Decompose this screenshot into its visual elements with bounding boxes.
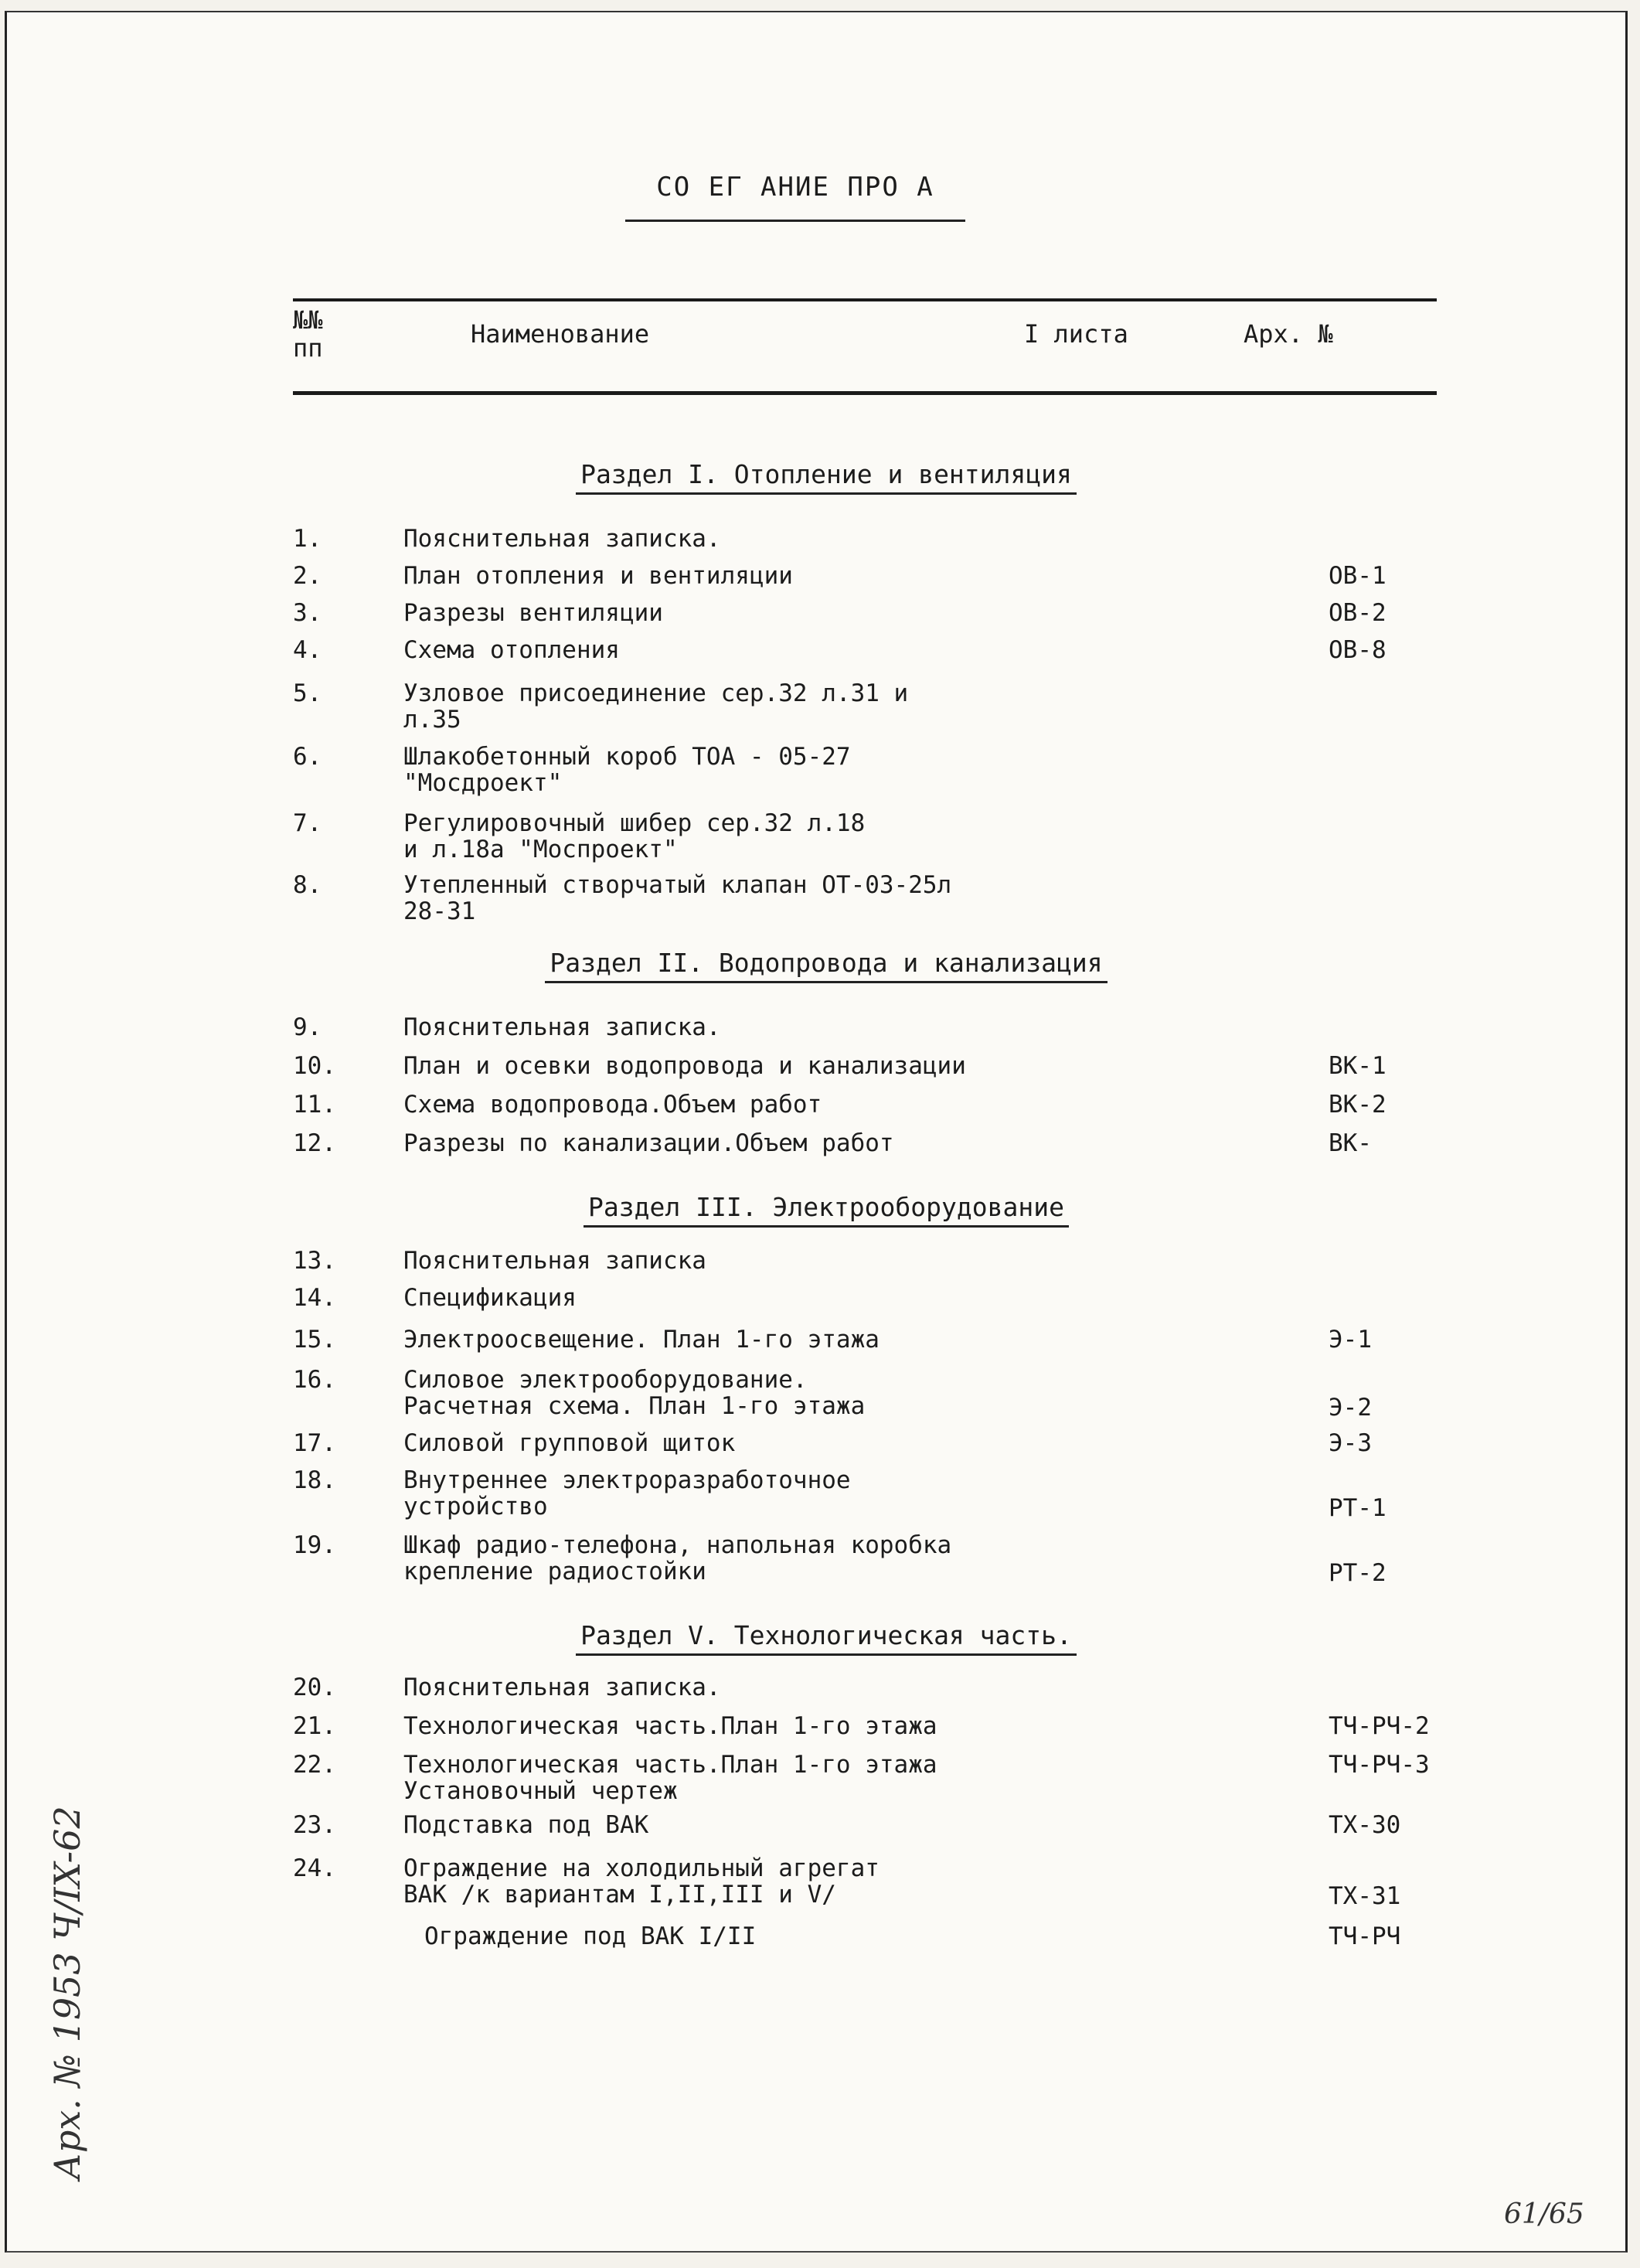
item-number: 16. xyxy=(293,1366,336,1394)
item-number: 3. xyxy=(293,599,322,627)
item-name: Разрезы вентиляции xyxy=(403,599,663,627)
item-number: 19. xyxy=(293,1531,336,1559)
item-number: 13. xyxy=(293,1247,336,1275)
section-heading: Раздел III. Электрооборудование xyxy=(316,1192,1336,1222)
item-number: 10. xyxy=(293,1052,336,1080)
column-header-name: Наименование xyxy=(471,319,650,349)
item-code: ОВ-1 xyxy=(1329,562,1387,590)
item-number: 15. xyxy=(293,1326,336,1354)
item-number: 21. xyxy=(293,1712,336,1740)
item-number: 23. xyxy=(293,1811,336,1839)
item-number: 7. xyxy=(293,809,322,837)
item-number: 12. xyxy=(293,1129,336,1157)
item-code: ВК-2 xyxy=(1329,1091,1387,1119)
section-heading: Раздел V. Технологическая часть. xyxy=(316,1620,1336,1650)
item-code: ТХ-30 xyxy=(1329,1811,1401,1839)
item-name: Разрезы по канализации.Объем работ xyxy=(403,1129,894,1157)
item-name: Схема водопровода.Объем работ xyxy=(403,1091,822,1119)
document-sheet xyxy=(5,11,1628,2253)
item-name: Технологическая часть.План 1-го этажа Установочный чертеж xyxy=(403,1751,937,1805)
item-number: 22. xyxy=(293,1751,336,1779)
item-number: 2. xyxy=(293,562,322,590)
item-name: Ограждение под ВАК I/II xyxy=(424,1922,757,1950)
item-name: Шлакобетонный короб ТОА - 05-27 "Мосдроект" xyxy=(403,743,851,797)
section-heading: Раздел I. Отопление и вентиляция xyxy=(316,459,1336,489)
item-code: ВК- xyxy=(1329,1129,1372,1157)
item-name: Пояснительная записка. xyxy=(403,1013,721,1041)
item-name: План и осевки водопровода и канализации xyxy=(403,1052,966,1080)
item-code: ТЧ-РЧ-3 xyxy=(1329,1751,1430,1779)
column-header-number: №№ пп xyxy=(293,305,323,363)
item-number: 11. xyxy=(293,1091,336,1119)
item-name: Технологическая часть.План 1-го этажа xyxy=(403,1712,937,1740)
archive-margin-note: Арх. № 1953 Ч/IX-62 xyxy=(46,1806,88,2180)
item-number: 5. xyxy=(293,679,322,707)
item-name: Электроосвещение. План 1-го этажа xyxy=(403,1326,880,1354)
item-number: 20. xyxy=(293,1674,336,1701)
item-name: Схема отопления xyxy=(403,636,620,664)
item-code: ВК-1 xyxy=(1329,1052,1387,1080)
item-code: ОВ-8 xyxy=(1329,636,1387,664)
item-number: 24. xyxy=(293,1854,336,1882)
item-code: РТ-1 xyxy=(1329,1494,1387,1522)
item-number: 6. xyxy=(293,743,322,771)
item-name: Узловое присоединение сер.32 л.31 и л.35 xyxy=(403,679,909,734)
header-top-rule xyxy=(293,298,1437,301)
item-name: Пояснительная записка. xyxy=(403,525,721,553)
page-number: 61/65 xyxy=(1504,2198,1584,2230)
item-number: 17. xyxy=(293,1429,336,1457)
item-code: Э-1 xyxy=(1329,1326,1372,1354)
item-number: 14. xyxy=(293,1284,336,1312)
item-name: Силовое электрооборудование. Расчетная схема. План 1-го этажа xyxy=(403,1366,866,1420)
item-code: ТЧ-РЧ xyxy=(1329,1922,1401,1950)
item-name: План отопления и вентиляции xyxy=(403,562,793,590)
item-name: Пояснительная записка xyxy=(403,1247,706,1275)
item-name: Ограждение на холодильный агрегат ВАК /к вариантам I,II,III и V/ xyxy=(403,1854,880,1909)
column-header-sheet: I листа xyxy=(1024,319,1128,349)
item-code: Э-2 xyxy=(1329,1394,1372,1422)
item-number: 18. xyxy=(293,1466,336,1494)
item-code: ТХ-31 xyxy=(1329,1882,1401,1910)
column-header-archive: Арх. № xyxy=(1244,319,1333,349)
section-heading: Раздел II. Водопровода и канализация xyxy=(316,948,1336,978)
item-name: Утепленный створчатый клапан ОТ-03-25л 28-31 xyxy=(403,871,952,925)
item-number: 4. xyxy=(293,636,322,664)
item-name: Подставка под ВАК xyxy=(403,1811,649,1839)
item-name: Пояснительная записка. xyxy=(403,1674,721,1701)
item-number: 1. xyxy=(293,525,322,553)
item-number: 8. xyxy=(293,871,322,899)
item-code: ТЧ-РЧ-2 xyxy=(1329,1712,1430,1740)
title-underline xyxy=(625,220,965,222)
item-name: Регулировочный шибер сер.32 л.18 и л.18а "Моспроект" xyxy=(403,809,866,863)
document-title: СО ЕГ АНИЕ ПРО А xyxy=(656,172,934,203)
item-name: Силовой групповой щиток xyxy=(403,1429,736,1457)
header-bottom-rule xyxy=(293,391,1437,395)
item-code: РТ-2 xyxy=(1329,1559,1387,1587)
item-code: ОВ-2 xyxy=(1329,599,1387,627)
item-name: Внутреннее электроразработочное устройство xyxy=(403,1466,851,1521)
item-number: 9. xyxy=(293,1013,322,1041)
item-code: Э-3 xyxy=(1329,1429,1372,1457)
item-name: Спецификация xyxy=(403,1284,577,1312)
item-name: Шкаф радио-телефона, напольная коробка крепление радиостойки xyxy=(403,1531,952,1585)
